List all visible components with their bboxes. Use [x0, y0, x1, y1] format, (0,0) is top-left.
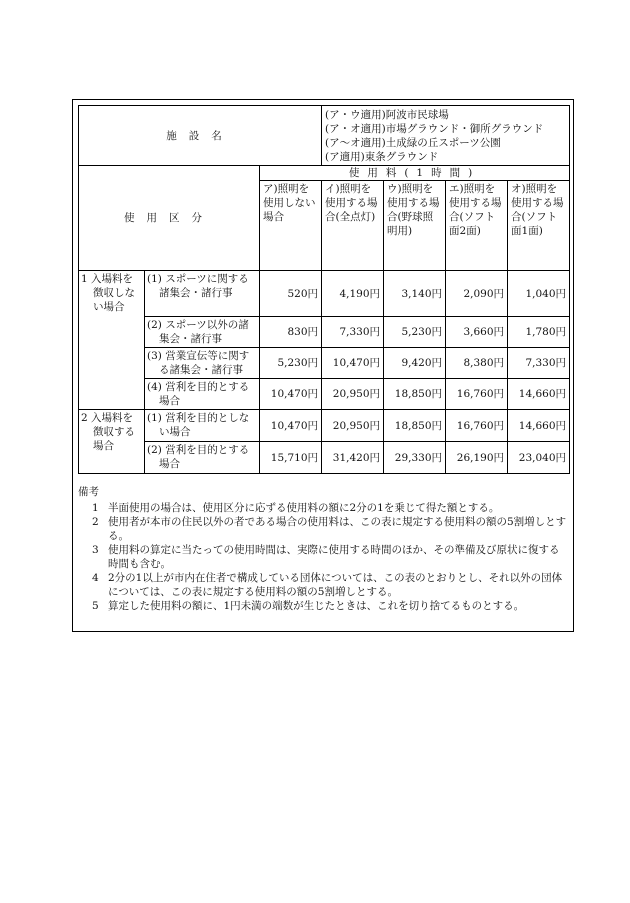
fee-cell: 5,230円: [384, 317, 446, 348]
note-text: 算定した使用料の額に、1円未満の端数が生じたときは、これを切り捨てるものとする。: [108, 600, 525, 612]
note-text: 半面使用の場合は、使用区分に応ずる使用料の額に2分の1を乗じて得た額とする。: [108, 502, 500, 514]
column-header: ア)照明を使用しない場合: [260, 181, 322, 271]
group-label: 2 入場料を徴収する場合: [79, 410, 145, 474]
fee-cell: 31,420円: [322, 442, 384, 474]
fee-cell: 16,760円: [446, 379, 508, 410]
fee-cell: 14,660円: [508, 410, 570, 442]
fee-cell: 26,190円: [446, 442, 508, 474]
column-header: オ)照明を使用する場合(ソフト面1面): [508, 181, 570, 271]
column-header: イ)照明を使用する場合(全点灯): [322, 181, 384, 271]
usage-label: 使用区分: [79, 166, 260, 271]
fee-cell: 10,470円: [260, 379, 322, 410]
fee-cell: 8,380円: [446, 348, 508, 379]
notes-title: 備考: [78, 486, 99, 498]
row-label: (2) スポーツ以外の諸集会・諸行事: [145, 317, 260, 348]
fee-cell: 15,710円: [260, 442, 322, 474]
facility-name: (ア〜オ適用)土成緑の丘スポーツ公園: [325, 136, 501, 149]
fee-cell: 29,330円: [384, 442, 446, 474]
note-item: [78, 543, 568, 571]
fee-cell: 1,040円: [508, 271, 570, 317]
note-text: 使用者が本市の住民以外の者である場合の使用料は、この表に規定する使用料の額の5割増しとする。: [108, 516, 567, 542]
group-label: 1 入場料を徴収しない場合: [79, 271, 145, 410]
row-label: (1) スポーツに関する諸集会・諸行事: [145, 271, 260, 317]
note-item: [78, 501, 568, 515]
fee-cell: 4,190円: [322, 271, 384, 317]
note-number: 3: [92, 544, 99, 556]
fee-cell: 20,950円: [322, 410, 384, 442]
fee-cell: 18,850円: [384, 410, 446, 442]
facility-name: (ア・オ適用)市場グラウンド・御所グラウンド: [325, 122, 544, 135]
facility-label: 施設名: [79, 106, 322, 166]
note-item: [78, 599, 568, 613]
note-number: 1: [92, 502, 99, 514]
fee-cell: 520円: [260, 271, 322, 317]
note-item: [78, 571, 568, 599]
fee-cell: 9,420円: [384, 348, 446, 379]
note-text: 使用料の算定に当たっての使用時間は、実際に使用する時間のほか、その準備及び原状に復する時間も含む。: [108, 544, 560, 570]
fee-table: [78, 105, 570, 474]
fee-cell: 16,760円: [446, 410, 508, 442]
fee-cell: 7,330円: [322, 317, 384, 348]
note-number: 2: [92, 516, 99, 528]
fee-cell: 830円: [260, 317, 322, 348]
column-header: エ)照明を使用する場合(ソフト面2面): [446, 181, 508, 271]
note-number: 5: [92, 600, 99, 612]
facility-name: (ア適用)東条グラウンド: [325, 150, 439, 163]
row-label: (1) 営利を目的としない場合: [145, 410, 260, 442]
facility-names: [322, 106, 570, 166]
row-label: (2) 営利を目的とする場合: [145, 442, 260, 474]
notes-section: [78, 485, 568, 613]
column-header: ウ)照明を使用する場合(野球照明用): [384, 181, 446, 271]
fee-cell: 1,780円: [508, 317, 570, 348]
fee-cell: 3,140円: [384, 271, 446, 317]
fee-cell: 3,660円: [446, 317, 508, 348]
note-item: [78, 515, 568, 543]
row-label: (3) 営業宣伝等に関する諸集会・諸行事: [145, 348, 260, 379]
fee-cell: 2,090円: [446, 271, 508, 317]
facility-name: (ア・ウ適用)阿波市民球場: [325, 108, 449, 121]
fee-cell: 5,230円: [260, 348, 322, 379]
row-label: (4) 営利を目的とする場合: [145, 379, 260, 410]
fee-cell: 10,470円: [260, 410, 322, 442]
fee-cell: 14,660円: [508, 379, 570, 410]
fee-cell: 20,950円: [322, 379, 384, 410]
fee-cell: 18,850円: [384, 379, 446, 410]
note-text: 2分の1以上が市内在住者で構成している団体については、この表のとおりとし、それ以外の団体については、この表に規定する使用料の額の5割増しとする。: [108, 572, 563, 598]
fee-cell: 10,470円: [322, 348, 384, 379]
fee-cell: 23,040円: [508, 442, 570, 474]
note-number: 4: [92, 572, 99, 584]
fee-header: 使用料(1時間): [260, 166, 570, 181]
fee-cell: 7,330円: [508, 348, 570, 379]
document-frame: [72, 99, 574, 632]
